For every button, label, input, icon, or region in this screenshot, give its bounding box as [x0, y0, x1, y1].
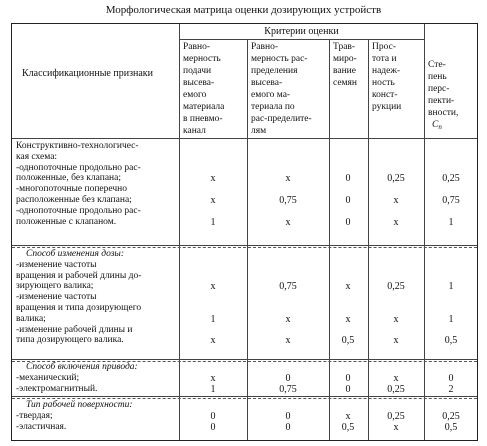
- morphological-matrix-table: [11, 23, 478, 441]
- table-cell-value: 0: [448, 372, 454, 384]
- table-cell-value: 1: [210, 383, 216, 395]
- table-cell-value: x: [393, 313, 399, 325]
- table-cell-value: 0,5: [341, 335, 355, 347]
- column-header-line: пень: [428, 72, 447, 82]
- column-header-line: мерность: [183, 54, 221, 64]
- row-label: валика;: [16, 313, 46, 324]
- row-label: -механический;: [16, 372, 80, 383]
- row-label: -твердая;: [16, 410, 53, 421]
- table-cell-value: 0,5: [444, 335, 458, 347]
- column-header-line: пределения: [251, 66, 298, 76]
- row-label: -электромагнитный.: [16, 383, 98, 394]
- table-cell-value: 0: [285, 410, 291, 422]
- table-cell-value: x: [210, 195, 216, 206]
- table-cell-value: 0: [285, 421, 291, 433]
- table-cell-value: 0,25: [387, 410, 405, 422]
- table-cell-value: 0,25: [387, 383, 405, 395]
- table-cell-value: 0: [345, 173, 351, 185]
- column-header-symbol: [432, 120, 442, 133]
- table-cell-value: x: [345, 410, 351, 422]
- table-cell-value: 0,75: [279, 383, 297, 395]
- table-cell-value: 0,25: [387, 173, 405, 185]
- column-divider: [179, 24, 180, 440]
- section-label: Конструктивно-технологичес-: [16, 141, 139, 151]
- column-header-line: рукции: [372, 102, 402, 112]
- section-divider: [12, 245, 477, 246]
- table-cell-value: x: [210, 372, 216, 384]
- table-cell-value: 1: [448, 216, 454, 228]
- table-cell-value: x: [285, 173, 291, 185]
- table-cell-value: x: [393, 335, 399, 347]
- row-label: вращения и рабочей длины до-: [16, 270, 142, 281]
- symbol-letter: C: [432, 120, 439, 130]
- table-cell-value: x: [210, 281, 216, 293]
- row-label: типа дозирующего валика.: [16, 335, 124, 346]
- column-header-line: рас-пределите-: [251, 114, 312, 124]
- table-cell-value: 0,25: [387, 281, 405, 293]
- column-header-line: вание: [333, 66, 356, 76]
- group-header: Критерии оценки: [264, 26, 339, 37]
- table-cell-value: 0,25: [442, 410, 460, 422]
- column-header-line: ность: [372, 78, 395, 88]
- table-cell-value: 1: [448, 281, 454, 293]
- table-cell-value: 0: [345, 216, 351, 228]
- column-header-line: надеж-: [372, 66, 401, 76]
- table-cell-value: x: [393, 421, 399, 433]
- column-header-line: Равно-: [183, 42, 210, 52]
- table-cell-value: x: [210, 173, 216, 185]
- column-header-line: высева-: [183, 78, 215, 88]
- table-cell-value: x: [393, 195, 399, 206]
- table-cell-value: 0,75: [279, 281, 297, 293]
- header-bottom-border: [12, 138, 477, 139]
- row-label: вращения и типа дозирующего: [16, 303, 142, 313]
- table-cell-value: x: [210, 335, 216, 347]
- table-cell-value: 0,75: [442, 195, 460, 206]
- column-header-line: в пневмо-: [183, 114, 223, 124]
- row-label: -многопоточные поперечно: [16, 184, 127, 195]
- column-header-line: семян: [333, 78, 358, 88]
- row-label: -изменение рабочей длины и: [16, 324, 133, 335]
- column-divider: [247, 39, 248, 440]
- section-divider: [12, 396, 477, 397]
- table-cell-value: x: [345, 313, 351, 325]
- table-cell-value: 0,5: [341, 421, 355, 433]
- column-header-line: лям: [251, 126, 267, 136]
- table-cell-value: 0: [285, 372, 291, 384]
- column-header-line: Прос-: [372, 42, 396, 52]
- row-label: положенные, без клапана;: [16, 173, 121, 184]
- column-header-line: Сте-: [428, 60, 446, 70]
- column-header-line: перс-: [428, 84, 450, 94]
- table-cell-value: 0: [345, 372, 351, 384]
- row-label: расположенные без клапана;: [16, 195, 132, 205]
- section-divider: [12, 398, 477, 399]
- symbol-subscript: п: [438, 123, 442, 131]
- section-label: Тип рабочей поверхности:: [26, 400, 133, 410]
- table-cell-value: 0: [210, 410, 216, 422]
- table-cell-value: 1: [210, 313, 216, 325]
- section-label: кая схема:: [16, 151, 58, 162]
- column-header-line: вности,: [428, 108, 459, 118]
- column-header-line: подачи: [183, 66, 212, 76]
- table-cell-value: 1: [448, 313, 454, 325]
- section-divider: [12, 359, 477, 360]
- table-cell-value: x: [393, 216, 399, 228]
- table-cell-value: 0,25: [442, 173, 460, 185]
- table-cell-value: x: [285, 313, 291, 325]
- row-header: Классификационные признаки: [22, 68, 154, 79]
- column-header-line: териала по: [251, 102, 295, 112]
- table-cell-value: 0,75: [279, 195, 297, 206]
- table-cell-value: x: [393, 372, 399, 384]
- row-label: -однопоточные продольно рас-: [16, 162, 141, 173]
- column-header-line: мерность рас-: [251, 54, 308, 64]
- group-header-underline: [179, 39, 424, 40]
- column-header-line: миро-: [333, 54, 357, 64]
- table-cell-value: 1: [210, 216, 216, 228]
- row-label: -изменение частоты: [16, 259, 97, 270]
- table-cell-value: 0,5: [444, 421, 458, 433]
- table-cell-value: 0: [345, 195, 351, 206]
- table-cell-value: 0: [345, 383, 351, 395]
- column-header-line: Трав-: [333, 42, 356, 52]
- column-header-line: тота и: [372, 54, 397, 64]
- row-label: положенные с клапаном.: [16, 216, 117, 227]
- row-label: зирующего валика;: [16, 281, 94, 292]
- table-cell-value: 0: [210, 421, 216, 433]
- row-label: -эластичная.: [16, 421, 67, 432]
- column-header-line: емого ма-: [251, 90, 291, 100]
- column-divider: [368, 39, 369, 440]
- column-header-line: Равно-: [251, 42, 278, 52]
- table-cell-value: x: [345, 281, 351, 293]
- column-header-line: канал: [183, 126, 206, 136]
- section-divider: [12, 247, 477, 248]
- column-header-line: пекти-: [428, 96, 455, 106]
- section-label: Способ изменения дозы:: [26, 249, 125, 259]
- column-header-line: конст-: [372, 90, 398, 100]
- table-cell-value: x: [285, 216, 291, 228]
- section-label: Способ включения привода:: [26, 362, 138, 372]
- column-header-line: высева-: [251, 78, 283, 88]
- table-cell-value: x: [285, 335, 291, 347]
- table-cell-value: 2: [448, 383, 454, 395]
- column-header-line: материала: [183, 102, 225, 112]
- table-caption: Морфологическая матрица оценки дозирующих устройств: [105, 4, 382, 16]
- column-divider: [424, 24, 425, 440]
- column-header-line: емого: [183, 90, 207, 100]
- row-label: -изменение частоты: [16, 292, 97, 303]
- row-label: -однопоточные продольно рас-: [16, 205, 141, 216]
